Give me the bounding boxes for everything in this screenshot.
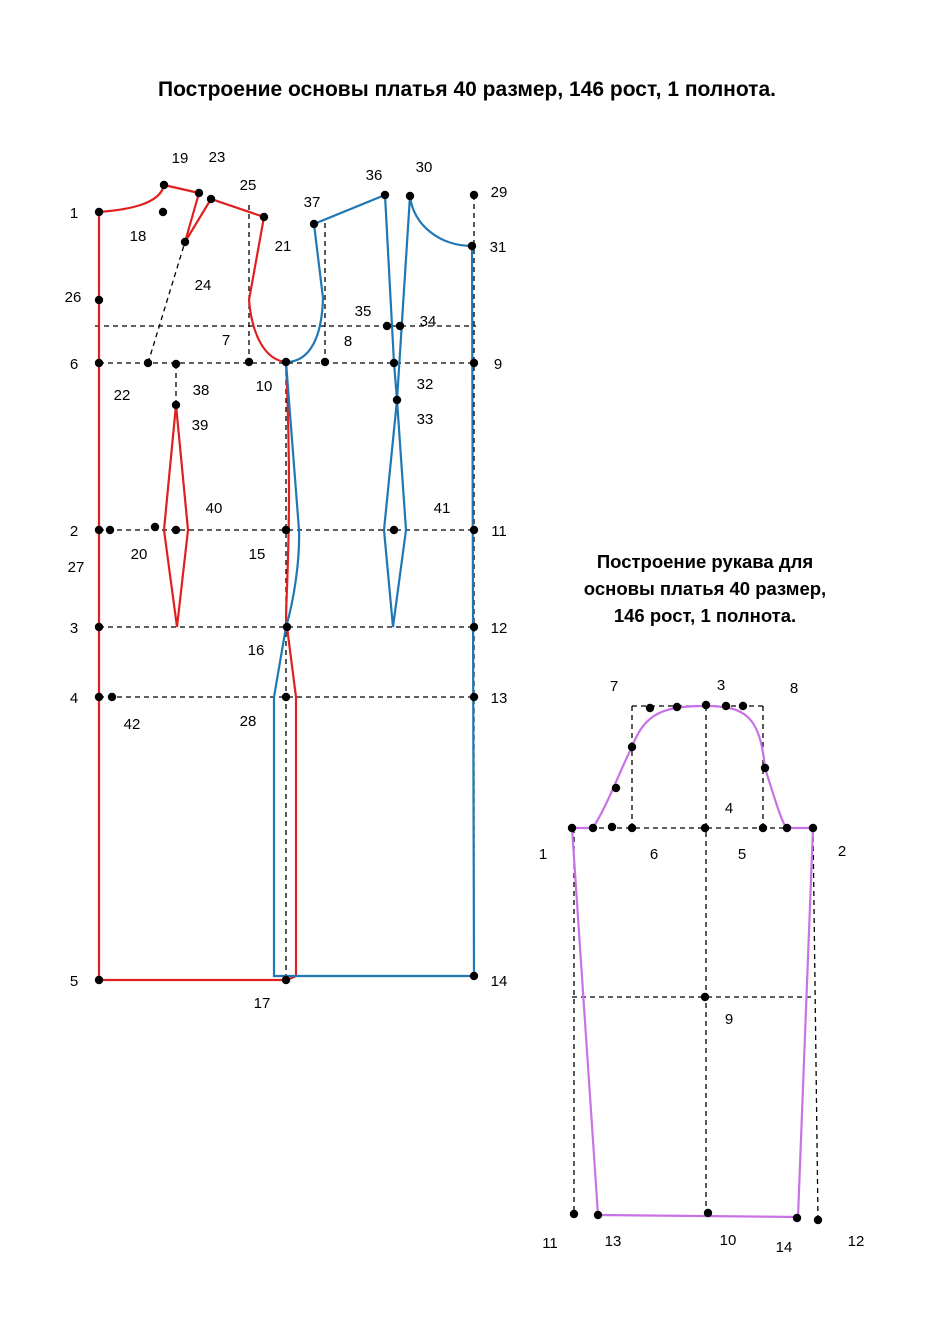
dress-point-dot (144, 359, 152, 367)
dress-point-dot (282, 358, 290, 366)
dress-point-dot (95, 208, 103, 216)
sleeve-point-dot (570, 1210, 578, 1218)
sleeve-point-labels (539, 677, 865, 1256)
dress-point-dot (283, 623, 291, 631)
sleeve-point-label-12: 12 (847, 1233, 865, 1250)
dress-point-label-41: 41 (433, 500, 451, 517)
dress-point-label-17: 17 (253, 995, 271, 1012)
sleeve-title-line-3: 146 рост, 1 полнота. (613, 605, 797, 626)
sleeve-point-dot (646, 704, 654, 712)
dress-point-label-5: 5 (69, 973, 79, 990)
sleeve-point-dot (628, 743, 636, 751)
dress-point-label-27: 27 (67, 559, 85, 576)
dress-point-dot (470, 526, 478, 534)
sleeve-point-dot (722, 702, 730, 710)
sleeve-point-dot (701, 993, 709, 1001)
sleeve-point-dot (702, 701, 710, 709)
dress-point-dot (160, 181, 168, 189)
sleeve-point-dot (701, 824, 709, 832)
guide-lines (95, 195, 818, 1220)
sleeve-point-dot (608, 823, 616, 831)
dress-point-dot (470, 191, 478, 199)
dress-point-dot (406, 192, 414, 200)
dress-point-dot (95, 526, 103, 534)
dress-point-dot (470, 693, 478, 701)
dress-point-label-12: 12 (490, 620, 508, 637)
dress-point-label-28: 28 (239, 713, 257, 730)
dress-point-label-21: 21 (274, 238, 292, 255)
sleeve-point-label-7: 7 (609, 678, 619, 695)
dress-point-dot (172, 526, 180, 534)
dress-point-dot (468, 242, 476, 250)
dress-point-label-39: 39 (191, 417, 209, 434)
dress-point-dot (470, 359, 478, 367)
dress-point-dot (151, 523, 159, 531)
dress-point-dot (106, 526, 114, 534)
sleeve-point-label-2: 2 (837, 843, 847, 860)
dress-point-dot (282, 976, 290, 984)
dress-point-label-15: 15 (248, 546, 266, 563)
dress-point-dot (95, 693, 103, 701)
sleeve-point-dot (704, 1209, 712, 1217)
sleeve-point-dot (594, 1211, 602, 1219)
dress-point-dot (181, 238, 189, 246)
sleeve-point-dot (589, 824, 597, 832)
dress-point-dot (321, 358, 329, 366)
front-bodice-outline (274, 195, 474, 976)
dress-point-label-32: 32 (416, 376, 434, 393)
dress-point-label-16: 16 (247, 642, 265, 659)
dress-point-label-4: 4 (69, 690, 79, 707)
dress-point-label-36: 36 (365, 167, 383, 184)
dress-point-label-23: 23 (208, 149, 226, 166)
sleeve-point-label-13: 13 (604, 1233, 622, 1250)
dress-point-label-18: 18 (129, 228, 147, 245)
page-title: Построение основы платья 40 размер, 146 рост, 1 полнота. (158, 78, 776, 101)
dress-point-label-29: 29 (490, 184, 508, 201)
dress-point-dot (95, 296, 103, 304)
dress-point-dot (282, 526, 290, 534)
sleeve-point-label-4: 4 (724, 800, 734, 817)
sleeve-point-dot (759, 824, 767, 832)
sleeve-point-label-3: 3 (716, 677, 726, 694)
dress-point-dot (470, 972, 478, 980)
sleeve-point-dot (628, 824, 636, 832)
sleeve-point-dot (568, 824, 576, 832)
sleeve-point-label-6: 6 (649, 846, 659, 863)
dress-point-dot (260, 213, 268, 221)
dress-point-label-19: 19 (171, 150, 189, 167)
dress-point-label-34: 34 (419, 313, 437, 330)
dress-point-dot (470, 623, 478, 631)
dress-point-dot (95, 623, 103, 631)
dress-point-label-14: 14 (490, 973, 508, 990)
dress-point-label-3: 3 (69, 620, 79, 637)
sleeve-point-label-10: 10 (719, 1232, 737, 1249)
dress-point-label-37: 37 (303, 194, 321, 211)
dress-point-label-13: 13 (490, 690, 508, 707)
sleeve-point-dot (739, 702, 747, 710)
dress-point-label-1: 1 (69, 205, 79, 222)
dress-point-dot (390, 359, 398, 367)
dress-point-label-26: 26 (64, 289, 82, 306)
sleeve-point-dot (612, 784, 620, 792)
dress-point-dot (108, 693, 116, 701)
dress-point-label-2: 2 (69, 523, 79, 540)
back-bodice-outline (99, 185, 296, 980)
dress-point-dot (195, 189, 203, 197)
sleeve-point-dot (761, 764, 769, 772)
dress-point-label-7: 7 (221, 332, 231, 349)
dress-point-dot (172, 360, 180, 368)
sleeve-point-dot (783, 824, 791, 832)
dress-point-label-30: 30 (415, 159, 433, 176)
dress-point-label-25: 25 (239, 177, 257, 194)
sleeve-point-label-8: 8 (789, 680, 799, 697)
dress-point-label-11: 11 (491, 523, 507, 540)
dress-point-label-10: 10 (255, 378, 273, 395)
sleeve-point-dot (673, 703, 681, 711)
sleeve-point-dot (814, 1216, 822, 1224)
dress-point-label-40: 40 (205, 500, 223, 517)
dress-point-dot (383, 322, 391, 330)
dress-point-label-20: 20 (130, 546, 148, 563)
sleeve-point-label-9: 9 (724, 1011, 734, 1028)
sleeve-point-dot (793, 1214, 801, 1222)
sleeve-point-label-5: 5 (737, 846, 747, 863)
dress-point-dot (282, 693, 290, 701)
dress-point-label-6: 6 (69, 356, 79, 373)
dress-point-dot (245, 358, 253, 366)
dress-point-label-38: 38 (192, 382, 210, 399)
dress-point-label-42: 42 (123, 716, 141, 733)
sleeve-point-label-1: 1 (538, 846, 548, 863)
sleeve-title-line-2: основы платья 40 размер, (583, 578, 827, 599)
sleeve-point-dot (809, 824, 817, 832)
dress-point-label-9: 9 (493, 356, 503, 373)
dress-point-dot (396, 322, 404, 330)
dress-point-label-8: 8 (343, 333, 353, 350)
dress-point-dot (310, 220, 318, 228)
dress-point-dot (95, 359, 103, 367)
sleeve-point-label-11: 11 (542, 1235, 558, 1252)
dress-point-dot (393, 396, 401, 404)
dress-point-dot (172, 401, 180, 409)
dress-point-label-33: 33 (416, 411, 434, 428)
dress-point-dot (159, 208, 167, 216)
dress-point-dot (207, 195, 215, 203)
sleeve-point-label-14: 14 (775, 1239, 793, 1256)
dress-point-label-22: 22 (113, 387, 131, 404)
sleeve-title-line-1: Построение рукава для (596, 551, 814, 572)
dress-point-label-24: 24 (194, 277, 212, 294)
dress-point-dot (95, 976, 103, 984)
dress-point-label-31: 31 (489, 239, 507, 256)
dress-point-dot (390, 526, 398, 534)
sleeve-points (568, 701, 822, 1224)
dress-point-label-35: 35 (354, 303, 372, 320)
sleeve-outline (572, 706, 813, 1217)
dress-point-dot (381, 191, 389, 199)
